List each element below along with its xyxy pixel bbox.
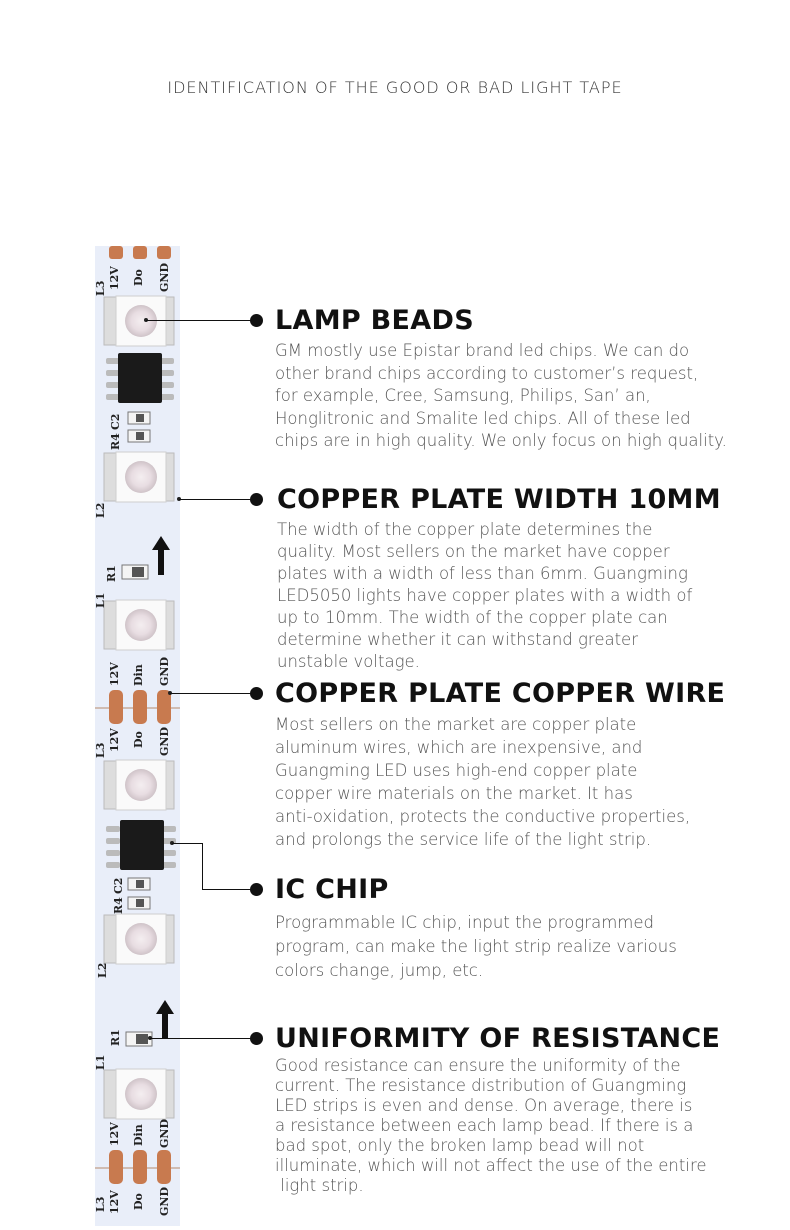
desc-line: illuminate, which will not affect the use of the entire	[275, 1156, 707, 1175]
label-din: Din	[132, 664, 145, 686]
bullet-icon	[250, 493, 263, 506]
section-copper-wire	[275, 677, 772, 851]
label-gnd: GND	[158, 657, 171, 686]
led-strip-illustration	[0, 0, 200, 1230]
led-bead	[104, 914, 174, 964]
desc-line: copper wire materials on the market. It has	[275, 784, 633, 803]
desc-line: Most sellers on the market are copper plate	[275, 715, 637, 734]
label-r1: R1	[109, 1029, 122, 1046]
led-bead	[104, 296, 174, 346]
section-heading: UNIFORMITY OF RESISTANCE	[275, 1023, 721, 1054]
callout-line-ic-chip	[172, 843, 202, 844]
label-do: Do	[132, 269, 145, 286]
label-l1: L1	[94, 592, 107, 608]
desc-line: a resistance between each lamp bead. If there is a	[275, 1116, 694, 1135]
page-title: IDENTIFICATION OF THE GOOD OR BAD LIGHT TAPE	[167, 78, 623, 97]
led-bead	[104, 600, 174, 650]
desc-line: light strip.	[275, 1176, 364, 1195]
label-12v: 12V	[108, 728, 121, 752]
section-heading: IC CHIP	[275, 874, 389, 905]
desc-line: bad spot, only the broken lamp bead will not	[275, 1136, 645, 1155]
label-gnd: GND	[158, 727, 171, 756]
section-copper-plate-width	[277, 483, 772, 673]
label-din: Din	[132, 1124, 145, 1146]
label-12v: 12V	[108, 662, 121, 686]
desc-line: Programmable IC chip, input the programmed	[275, 913, 654, 932]
section-uniformity-of-resistance	[275, 1022, 772, 1196]
label-r4: R4	[112, 897, 125, 914]
desc-line: plates with a width of less than 6mm. Guangming	[277, 564, 688, 583]
desc-line: Good resistance can ensure the uniformity of the	[275, 1056, 681, 1075]
label-l1: L1	[94, 1054, 107, 1070]
section-description	[275, 1056, 772, 1196]
desc-line: colors change, jump, etc.	[275, 961, 484, 980]
desc-line: current. The resistance distribution of Guangming	[275, 1076, 687, 1095]
label-c2: C2	[109, 413, 122, 430]
section-heading: LAMP BEADS	[275, 305, 474, 336]
desc-line: LED strips is even and dense. On average, there is	[275, 1096, 693, 1115]
desc-line: determine whether it can withstand greater	[277, 630, 638, 649]
label-r4: R4	[109, 433, 122, 450]
callout-line-lamp-beads	[146, 320, 256, 321]
desc-line: program, can make the light strip realize various	[275, 937, 677, 956]
led-bead	[104, 760, 174, 810]
desc-line: up to 10mm. The width of the copper plate can	[277, 608, 668, 627]
desc-line: for example, Cree, Samsung, Philips, San’ an,	[275, 386, 651, 405]
desc-line: unstable voltage.	[277, 652, 420, 671]
label-l3: L3	[94, 1196, 107, 1212]
section-description	[277, 519, 772, 673]
section-ic-chip	[275, 873, 772, 983]
bullet-icon	[250, 1032, 263, 1045]
desc-line: and prolongs the service life of the light strip.	[275, 830, 652, 849]
desc-line: aluminum wires, which are inexpensive, and	[275, 738, 643, 757]
label-12v: 12V	[108, 1190, 121, 1214]
section-description	[275, 911, 772, 983]
label-12v: 12V	[108, 1122, 121, 1146]
label-l3: L3	[94, 280, 107, 296]
led-bead	[104, 452, 174, 502]
bullet-icon	[250, 687, 263, 700]
desc-line: anti-oxidation, protects the conductive properties,	[275, 807, 691, 826]
label-do: Do	[132, 731, 145, 748]
bullet-icon	[250, 883, 263, 896]
section-heading: COPPER PLATE WIDTH 10MM	[277, 484, 721, 515]
section-heading: COPPER PLATE COPPER WIRE	[275, 678, 726, 709]
callout-line-ic-chip-vertical	[202, 843, 203, 889]
label-gnd: GND	[158, 1187, 171, 1216]
label-do: Do	[132, 1193, 145, 1210]
callout-line-resistance	[150, 1038, 256, 1039]
desc-line: other brand chips according to customer’s request,	[275, 363, 699, 383]
label-gnd: GND	[158, 263, 171, 292]
callout-line-copper-width	[179, 499, 256, 500]
desc-line: quality. Most sellers on the market have copper	[277, 542, 670, 561]
callout-line-ic-chip-horizontal	[202, 889, 256, 890]
desc-line: Guangming LED uses high-end copper plate	[275, 761, 638, 780]
led-bead	[104, 1069, 174, 1119]
desc-line: GM mostly use Epistar brand led chips. We can do	[275, 341, 690, 360]
desc-line: Honglitronic and Smalite led chips. All of these led	[275, 408, 691, 428]
label-gnd: GND	[158, 1119, 171, 1148]
section-lamp-beads	[275, 304, 772, 453]
desc-line: The width of the copper plate determines the	[277, 520, 653, 539]
label-c2: C2	[112, 877, 125, 894]
bullet-icon	[250, 314, 263, 327]
label-l3: L3	[94, 742, 107, 758]
label-l2: L2	[94, 502, 107, 518]
desc-line: chips are in high quality. We only focus on high quality.	[275, 431, 727, 450]
label-r1: R1	[105, 565, 118, 582]
desc-line: LED5050 lights have copper plates with a width of	[277, 586, 693, 605]
label-12v: 12V	[108, 266, 121, 290]
section-description	[275, 340, 772, 453]
callout-line-copper-wire	[170, 693, 256, 694]
label-l2: L2	[96, 962, 109, 978]
section-description	[275, 713, 772, 851]
